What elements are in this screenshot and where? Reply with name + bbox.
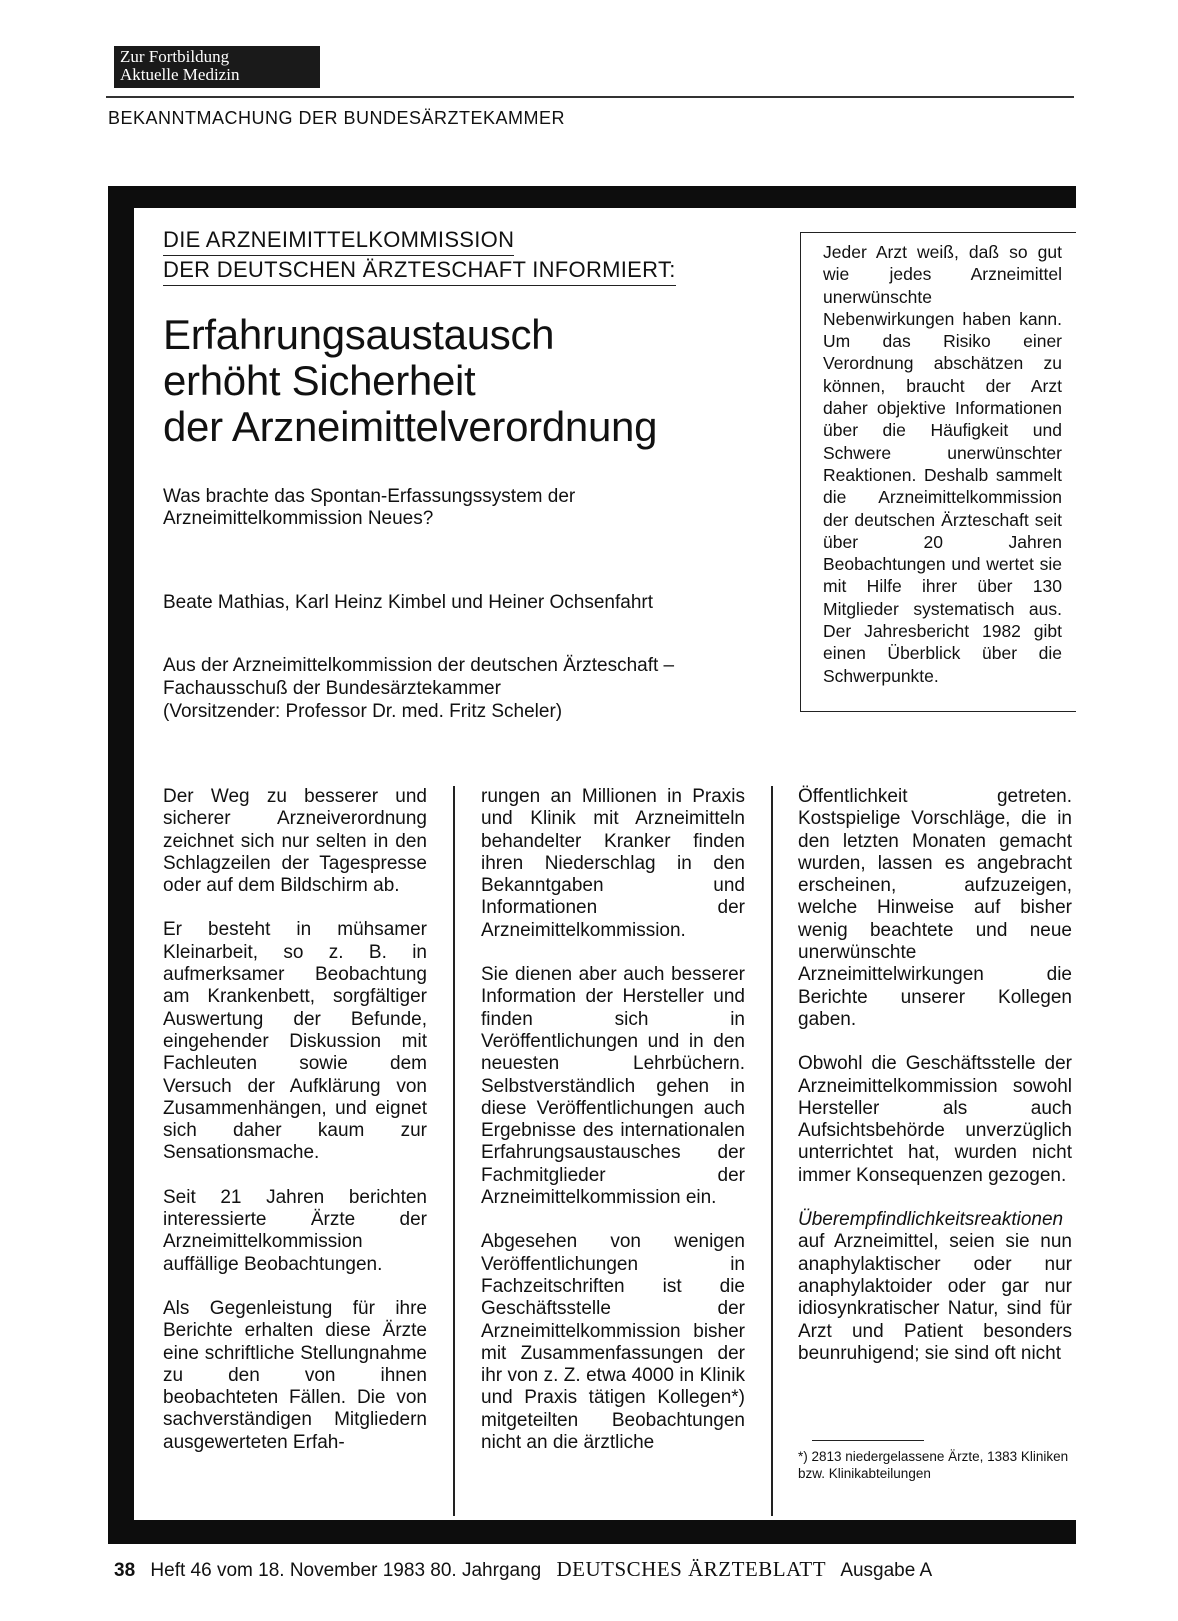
footnote-rule	[812, 1440, 924, 1441]
overline-line-1: DIE ARZNEIMITTELKOMMISSION	[163, 226, 514, 256]
paragraph: Der Weg zu besserer und sicherer Arzneiverordnung zeichnet sich nur selten in den Schlagzeilen der Tagespresse oder auf dem Bildschirm ab.	[163, 786, 427, 897]
paragraph: Sie dienen aber auch besserer Information der Hersteller und finden sich in Veröffentlichungen und in den neuesten Lehrbüchern. Selbstverständlich gehen in diese Veröffentlichungen auch Ergebnisse des internationalen Erfahrungsaustausches der Fachmitglieder der Arzneimittelkommission ein.	[481, 964, 745, 1209]
authors: Beate Mathias, Karl Heinz Kimbel und Heiner Ochsenfahrt	[163, 592, 654, 613]
affiliation	[163, 654, 753, 723]
headline-line-3: der Arzneimittelverordnung	[163, 403, 658, 450]
subtitle: Was brachte das Spontan-Erfassungssystem der Arzneimittelkommission Neues?	[163, 486, 576, 529]
paragraph	[798, 1209, 1072, 1365]
section-label	[114, 46, 320, 88]
affiliation-line-2: Fachausschuß der Bundesärztekammer	[163, 678, 501, 699]
paragraph: Obwohl die Geschäftsstelle der Arzneimittelkommission sowohl Hersteller als auch Aufsichtsbehörde unverzüglich unterrichtet hat, wurden nicht immer Konsequenzen gezogen.	[798, 1053, 1072, 1186]
paragraph: Er besteht in mühsamer Kleinarbeit, so z. B. in aufmerksamer Beobachtung am Krankenbett, sorgfältiger Auswertung der Befunde, eingehender Diskussion mit Fachleuten sowie dem Versuch der Aufklärung von Zusammenhängen, und eignet sich daher kaum zur Sensationsmache.	[163, 919, 427, 1164]
italic-term: Überempfindlichkeitsreaktionen	[798, 1209, 1064, 1231]
kicker: BEKANNTMACHUNG DER BUNDESÄRZTEKAMMER	[108, 108, 566, 128]
column-divider	[453, 786, 455, 1516]
paragraph: Abgesehen von wenigen Veröffentlichungen in Fachzeitschriften ist die Geschäftsstelle der Arzneimittelkommission bisher mit Zusammenfassungen der ihr von z. Z. etwa 4000 in Klinik und Praxis tätigen Kollegen*) mitgeteilten Beobachtungen nicht an die ärztliche	[481, 1231, 745, 1454]
affiliation-line-1: Aus der Arzneimittelkommission der deutschen Ärzteschaft –	[163, 655, 675, 676]
frame-left-bar	[108, 186, 134, 1536]
paragraph: Öffentlichkeit getreten. Kostspielige Vorschläge, die in den letzten Monaten gemacht wurden, lassen es angebracht erscheinen, aufzuzeigen, welche Hinweise auf bisher wenig beachtete und neue unerwünschte Arzneimittelwirkungen die Berichte unserer Kollegen gaben.	[798, 786, 1072, 1030]
info-box: Jeder Arzt weiß, daß so gut wie jedes Arzneimittel unerwünschte Nebenwirkungen haben kann. Um das Risiko einer Verordnung abschätzen zu können, braucht der Arzt daher objektive Informationen über die Häufigkeit und Schwere unerwünschter Reaktionen. Deshalb sammelt die Arzneimittelkommission der deutschen Ärzteschaft seit über 20 Jahren Beobachtungen und wertet sie mit Hilfe ihrer über 130 Mitglieder systematisch aus. Der Jahresbericht 1982 gibt einen Überblick über die Schwerpunkte.	[800, 232, 1076, 712]
paragraph: Als Gegenleistung für ihre Berichte erhalten diese Ärzte eine schriftliche Stellungnahme zu den von ihnen beobachteten Fällen. Die von sachverständigen Mitgliedern ausgewerteten Erfah-	[163, 1297, 427, 1453]
headline	[163, 312, 657, 450]
body-column-1	[163, 786, 427, 1476]
body-column-3	[798, 786, 1072, 1387]
journal-name: DEUTSCHES ÄRZTEBLATT	[556, 1557, 827, 1581]
issue-info: Heft 46 vom 18. November 1983 80. Jahrgang	[150, 1560, 542, 1581]
paragraph-text: auf Arzneimittel, seien sie nun anaphylaktischer oder nur anaphylaktoider oder gar nur idiosynkratischer Natur, sind für Arzt und Patient besonders beunruhigend; sie sind oft nicht	[798, 1231, 1072, 1364]
footnote: *) 2813 niedergelassene Ärzte, 1383 Kliniken bzw. Klinikabteilungen	[798, 1449, 1069, 1481]
headline-line-2: erhöht Sicherheit	[163, 357, 476, 404]
headline-line-1: Erfahrungsaustausch	[163, 311, 555, 358]
column-divider	[771, 786, 773, 1516]
paragraph: Seit 21 Jahren berichten interessierte Ärzte der Arzneimittelkommission auffällige Beobachtungen.	[163, 1186, 427, 1275]
overline	[163, 226, 676, 286]
page-number: 38	[114, 1560, 136, 1581]
affiliation-line-3: (Vorsitzender: Professor Dr. med. Fritz Scheler)	[163, 701, 563, 722]
edition: Ausgabe A	[840, 1560, 933, 1581]
overline-line-2: DER DEUTSCHEN ÄRZTESCHAFT INFORMIERT:	[163, 256, 676, 286]
section-label-line-1: Zur Fortbildung	[120, 47, 230, 66]
frame-bottom-bar	[108, 1520, 1076, 1544]
body-column-2	[481, 786, 745, 1476]
frame-top-bar	[108, 186, 1076, 208]
paragraph: rungen an Millionen in Praxis und Klinik mit Arzneimitteln behandelter Kranker finden ihren Niederschlag in den Bekanntgaben und Informationen der Arzneimittelkommission.	[481, 786, 745, 941]
top-rule	[106, 96, 1074, 98]
page-footer	[114, 1557, 932, 1582]
section-label-line-2: Aktuelle Medizin	[120, 65, 240, 84]
